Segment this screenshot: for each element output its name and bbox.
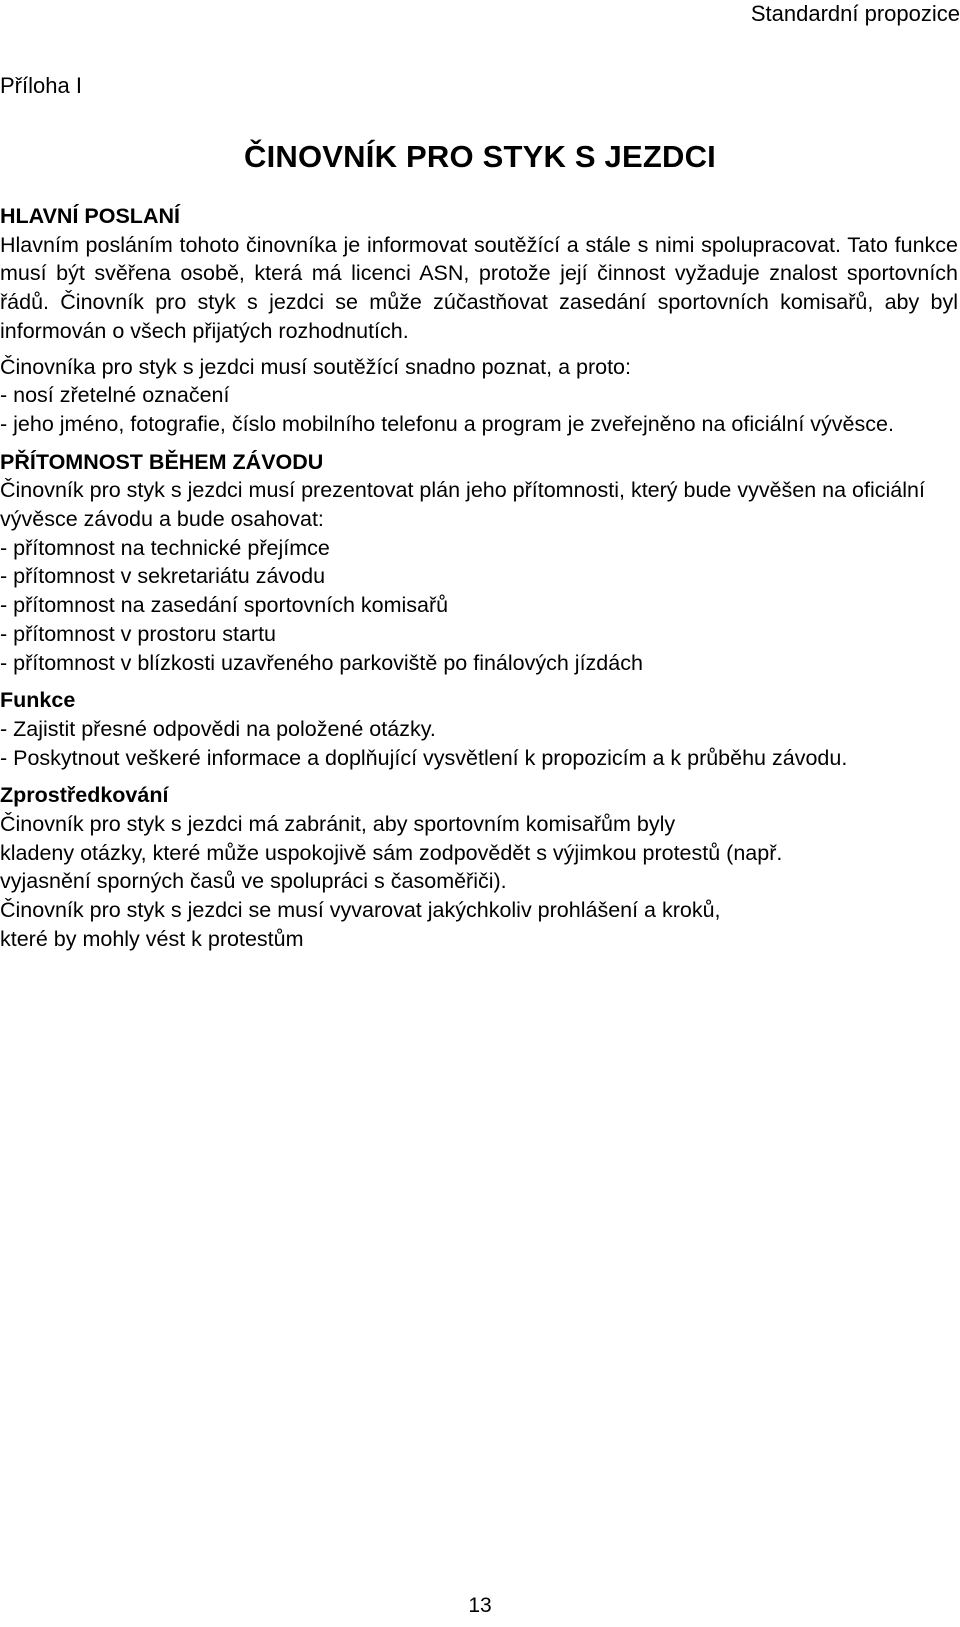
recognition-intro: Činovníka pro styk s jezdci musí soutěžící snadno poznat, a proto: (0, 354, 631, 379)
list-item: - přítomnost v prostoru startu (0, 621, 277, 646)
text-line: Činovník pro styk s jezdci má zabránit, aby sportovním komisařům byly (0, 812, 676, 837)
section-presence (0, 448, 958, 678)
list-item: - Zajistit přesné odpovědi na položené otázky. (0, 716, 436, 741)
section-function (0, 686, 958, 772)
section-mediation (0, 781, 958, 953)
mission-paragraph: Hlavním posláním tohoto činovníka je informovat soutěžící a stále s nimi spolupracovat. Tato funkce musí být svěřena osobě, která má licenci ASN, protože její činnost vyžaduje znalost sportovních řádů. Činovník pro styk s jezdci se může zúčastňovat zasedání sportovních komisařů, aby byl informován o všech přijatých rozhodnutích. (0, 232, 958, 343)
section-heading-mission: HLAVNÍ POSLANÍ (0, 204, 180, 228)
list-item: - Poskytnout veškeré informace a doplňující vysvětlení k propozicím a k průběhu závodu. (0, 745, 848, 770)
section-heading-function: Funkce (0, 688, 76, 713)
running-header: Standardní propozice (750, 1, 960, 26)
text-line: Činovník pro styk s jezdci se musí vyvarovat jakýchkoliv prohlášení a kroků, (0, 898, 721, 923)
presence-intro: Činovník pro styk s jezdci musí prezentovat plán jeho přítomnosti, který bude vyvěšen na oficiální vývěsce závodu a bude osahovat: (0, 478, 925, 532)
text-line: kladeny otázky, které může uspokojivě sám zodpovědět s výjimkou protestů (např. (0, 840, 783, 865)
page-number: 13 (468, 1594, 492, 1617)
annex-label: Příloha I (0, 73, 82, 98)
text-line: vyjasnění sporných časů ve spolupráci s časoměřiči). (0, 869, 507, 894)
list-item: - přítomnost na zasedání sportovních komisařů (0, 593, 449, 618)
list-item: - přítomnost v blízkosti uzavřeného parkoviště po finálových jízdách (0, 650, 643, 675)
section-heading-mediation: Zprostředkování (0, 783, 169, 808)
document-title: ČINOVNÍK PRO STYK S JEZDCI (244, 139, 716, 174)
section-mission (0, 202, 958, 439)
list-item: - nosí zřetelné označení (0, 383, 230, 408)
document-body (0, 202, 958, 954)
list-item: - přítomnost na technické přejímce (0, 535, 330, 560)
section-heading-presence: PŘÍTOMNOST BĚHEM ZÁVODU (0, 449, 324, 474)
list-item: - přítomnost v sekretariátu závodu (0, 564, 326, 589)
list-item: - jeho jméno, fotografie, číslo mobilního telefonu a program je zveřejněno na oficiální vývěsce. (0, 411, 894, 436)
text-line: které by mohly vést k protestům (0, 926, 304, 951)
